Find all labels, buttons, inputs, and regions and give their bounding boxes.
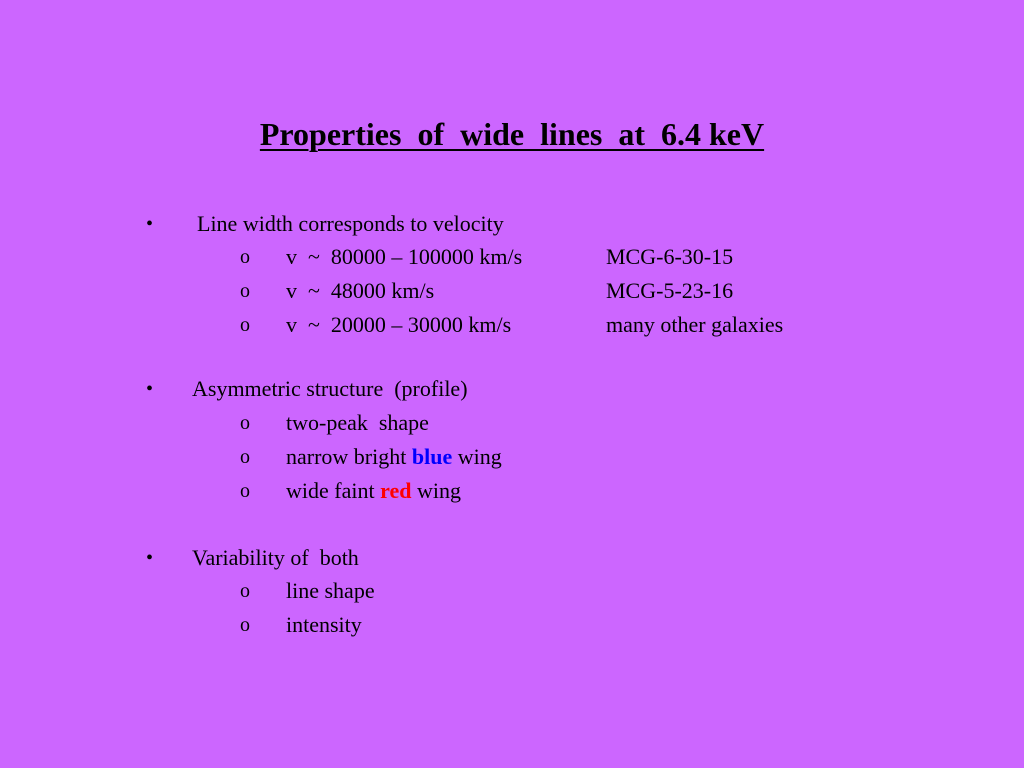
section-heading-variability: Variability of both — [192, 545, 359, 570]
sub-bullet-marker: o — [240, 480, 250, 502]
slide-title: Properties of wide lines at 6.4 keV — [259, 116, 765, 152]
velocity-value: v ~ 48000 km/s — [286, 278, 435, 303]
section-heading-line-width: Line width corresponds to velocity — [197, 211, 504, 236]
sub-bullet-marker: o — [240, 580, 250, 602]
bullet-marker: • — [146, 547, 154, 569]
item-blue-wing — [286, 444, 502, 470]
galaxy-name: MCG-6-30-15 — [606, 244, 734, 269]
sub-bullet-marker: o — [240, 280, 250, 302]
galaxy-name: MCG-5-23-16 — [606, 278, 734, 303]
velocity-value: v ~ 20000 – 30000 km/s — [286, 312, 512, 337]
red-keyword: red — [380, 478, 412, 503]
section-heading-asymmetric: Asymmetric structure (profile) — [192, 376, 468, 401]
item-intensity: intensity — [286, 612, 362, 637]
item-text: wing — [452, 444, 502, 469]
sub-bullet-marker: o — [240, 446, 250, 468]
item-text: wide faint — [286, 478, 381, 503]
item-line-shape: line shape — [286, 578, 375, 603]
bullet-marker: • — [146, 213, 154, 235]
item-two-peak: two-peak shape — [286, 410, 429, 435]
galaxy-name: many other galaxies — [606, 312, 784, 337]
item-text: wing — [411, 478, 461, 503]
sub-bullet-marker: o — [240, 314, 250, 336]
blue-keyword: blue — [411, 444, 453, 469]
velocity-value: v ~ 80000 – 100000 km/s — [286, 244, 523, 269]
item-text: narrow bright — [286, 444, 412, 469]
sub-bullet-marker: o — [240, 246, 250, 268]
bullet-marker: • — [146, 378, 154, 400]
item-red-wing — [286, 478, 461, 504]
sub-bullet-marker: o — [240, 614, 250, 636]
sub-bullet-marker: o — [240, 412, 250, 434]
